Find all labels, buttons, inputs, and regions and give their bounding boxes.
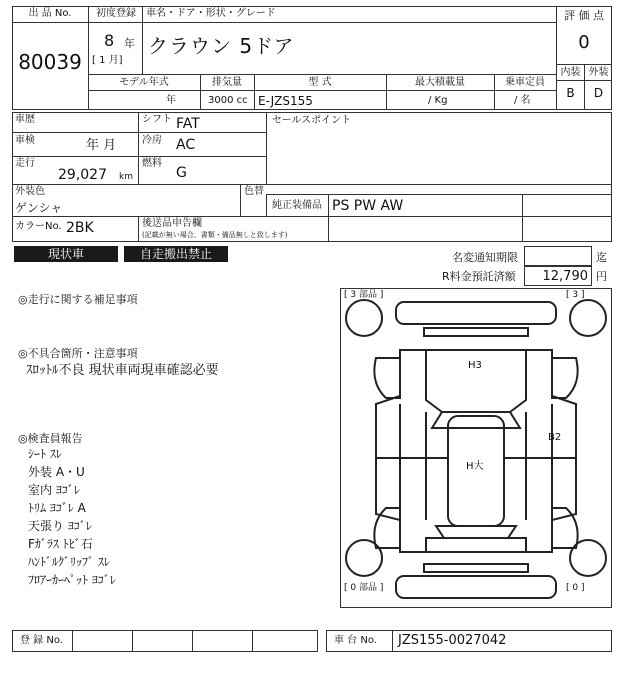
postsend-note: (記載が無い場合、書類・備品無しと致します) bbox=[142, 231, 288, 239]
fuel-label: 燃料 bbox=[142, 158, 162, 169]
damage-mark-side: B2 bbox=[548, 432, 562, 443]
inspector-line: 天張り ﾖｺﾞﾚ bbox=[28, 519, 92, 533]
first-reg-month: [ 1 月] bbox=[92, 55, 123, 66]
recycle-unit: 円 bbox=[596, 270, 607, 283]
car-outline bbox=[340, 288, 612, 608]
inspector-line: Fｶﾞﾗｽ ﾄﾋﾞ石 bbox=[28, 537, 93, 551]
driving-notes-label: ◎走行に関する補足事項 bbox=[18, 293, 138, 306]
fuel-value: G bbox=[176, 165, 187, 181]
car-name: クラウン 5ドア bbox=[148, 34, 295, 58]
shift-value: FAT bbox=[176, 116, 200, 132]
exterior-grade: D bbox=[593, 86, 604, 100]
first-reg-year-unit: 年 bbox=[124, 37, 135, 50]
name-change-label: 名変通知期限 bbox=[452, 251, 518, 264]
interior-label: 内装 bbox=[560, 67, 581, 78]
inspection-value: 年 月 bbox=[86, 138, 117, 153]
color-no-value: 2BK bbox=[66, 220, 94, 236]
aircon-label: 冷房 bbox=[142, 135, 162, 146]
ext-color-label: 外装色 bbox=[15, 186, 45, 197]
tire-top-right-label: [ 3 ] bbox=[566, 290, 585, 300]
inspector-line: 外装 A・U bbox=[28, 465, 85, 479]
mileage-label: 走行 bbox=[15, 158, 35, 169]
type-value: E-JZS155 bbox=[258, 94, 313, 108]
inspection-label: 車検 bbox=[15, 135, 35, 146]
type-label: 型 式 bbox=[308, 77, 332, 88]
interior-grade: B bbox=[566, 86, 575, 100]
as-is-badge: 現状車 bbox=[14, 246, 118, 262]
inspector-line: 室内 ﾖｺﾞﾚ bbox=[28, 483, 80, 497]
genuine-equip-label: 純正装備品 bbox=[272, 200, 322, 211]
mileage-unit: km bbox=[119, 172, 133, 182]
tire-bottom-left-label: [ 0 部品 ] bbox=[344, 583, 384, 593]
name-change-unit: 迄 bbox=[596, 251, 607, 264]
model-year-label: モデル年式 bbox=[119, 77, 169, 88]
postsend-label: 後送品申告欄 bbox=[142, 218, 202, 229]
capacity-label: 乗車定員 bbox=[505, 77, 545, 88]
recycle-value: 12,790 bbox=[542, 269, 588, 284]
history-label: 車歴 bbox=[15, 114, 35, 125]
first-reg-label: 初度登録 bbox=[96, 8, 136, 19]
recycle-label: R料金預託済額 bbox=[442, 270, 516, 283]
inspector-line: ﾌﾛｱｰｶｰﾍﾟｯﾄ ﾖｺﾞﾚ bbox=[28, 573, 116, 587]
reg-no-label: 登 録 No. bbox=[20, 635, 63, 646]
damage-mark-roof: H大 bbox=[466, 461, 484, 472]
max-load-label: 最大積載量 bbox=[415, 77, 465, 88]
score-value: 0 bbox=[578, 32, 590, 53]
ext-color-value: ゲンシャ bbox=[15, 201, 63, 215]
tire-top-left-label: [ 3 部品 ] bbox=[344, 290, 384, 300]
car-name-label: 車名・ドア・形状・グレード bbox=[146, 8, 276, 19]
defect-text: ｽﾛｯﾄﾙ不良 現状車両現車確認必要 bbox=[26, 363, 219, 378]
score-label: 評 価 点 bbox=[564, 9, 604, 22]
model-year-value: 年 bbox=[166, 95, 176, 106]
repaint-label: 色替 bbox=[244, 186, 264, 197]
inspector-line: ﾊﾝﾄﾞﾙｸﾞﾘｯﾌﾟ ｽﾚ bbox=[28, 555, 110, 569]
lot-number: 80039 bbox=[18, 50, 82, 74]
color-no-label: カラーNo. bbox=[15, 221, 62, 232]
max-load-value: / Kg bbox=[428, 95, 448, 106]
genuine-equip-value: PS PW AW bbox=[332, 198, 404, 214]
displacement-label: 排気量 bbox=[212, 77, 242, 88]
defect-label: ◎不具合箇所・注意事項 bbox=[18, 347, 138, 360]
displacement-value: 3000 cc bbox=[208, 95, 248, 106]
capacity-value: / 名 bbox=[514, 95, 531, 106]
mileage-value: 29,027 bbox=[58, 167, 107, 183]
lot-label: 出 品 No. bbox=[28, 8, 72, 19]
first-reg-year: 8 bbox=[104, 31, 115, 50]
chassis-value: JZS155-0027042 bbox=[398, 633, 507, 648]
shift-label: シフト bbox=[142, 114, 172, 125]
sales-point-label: セールスポイント bbox=[272, 115, 352, 126]
damage-mark-hood: H3 bbox=[468, 360, 482, 371]
inspector-line: ｼｰﾄ ｽﾚ bbox=[28, 447, 62, 461]
no-self-drive-badge: 自走搬出禁止 bbox=[124, 246, 228, 262]
inspector-label: ◎検査員報告 bbox=[18, 432, 83, 445]
chassis-label: 車 台 No. bbox=[334, 635, 377, 646]
name-change-box bbox=[524, 246, 592, 266]
aircon-value: AC bbox=[176, 137, 196, 153]
inspector-line: ﾄﾘﾑ ﾖｺﾞﾚ A bbox=[28, 501, 86, 515]
tire-bottom-right-label: [ 0 ] bbox=[566, 583, 585, 593]
exterior-label: 外装 bbox=[588, 67, 609, 78]
